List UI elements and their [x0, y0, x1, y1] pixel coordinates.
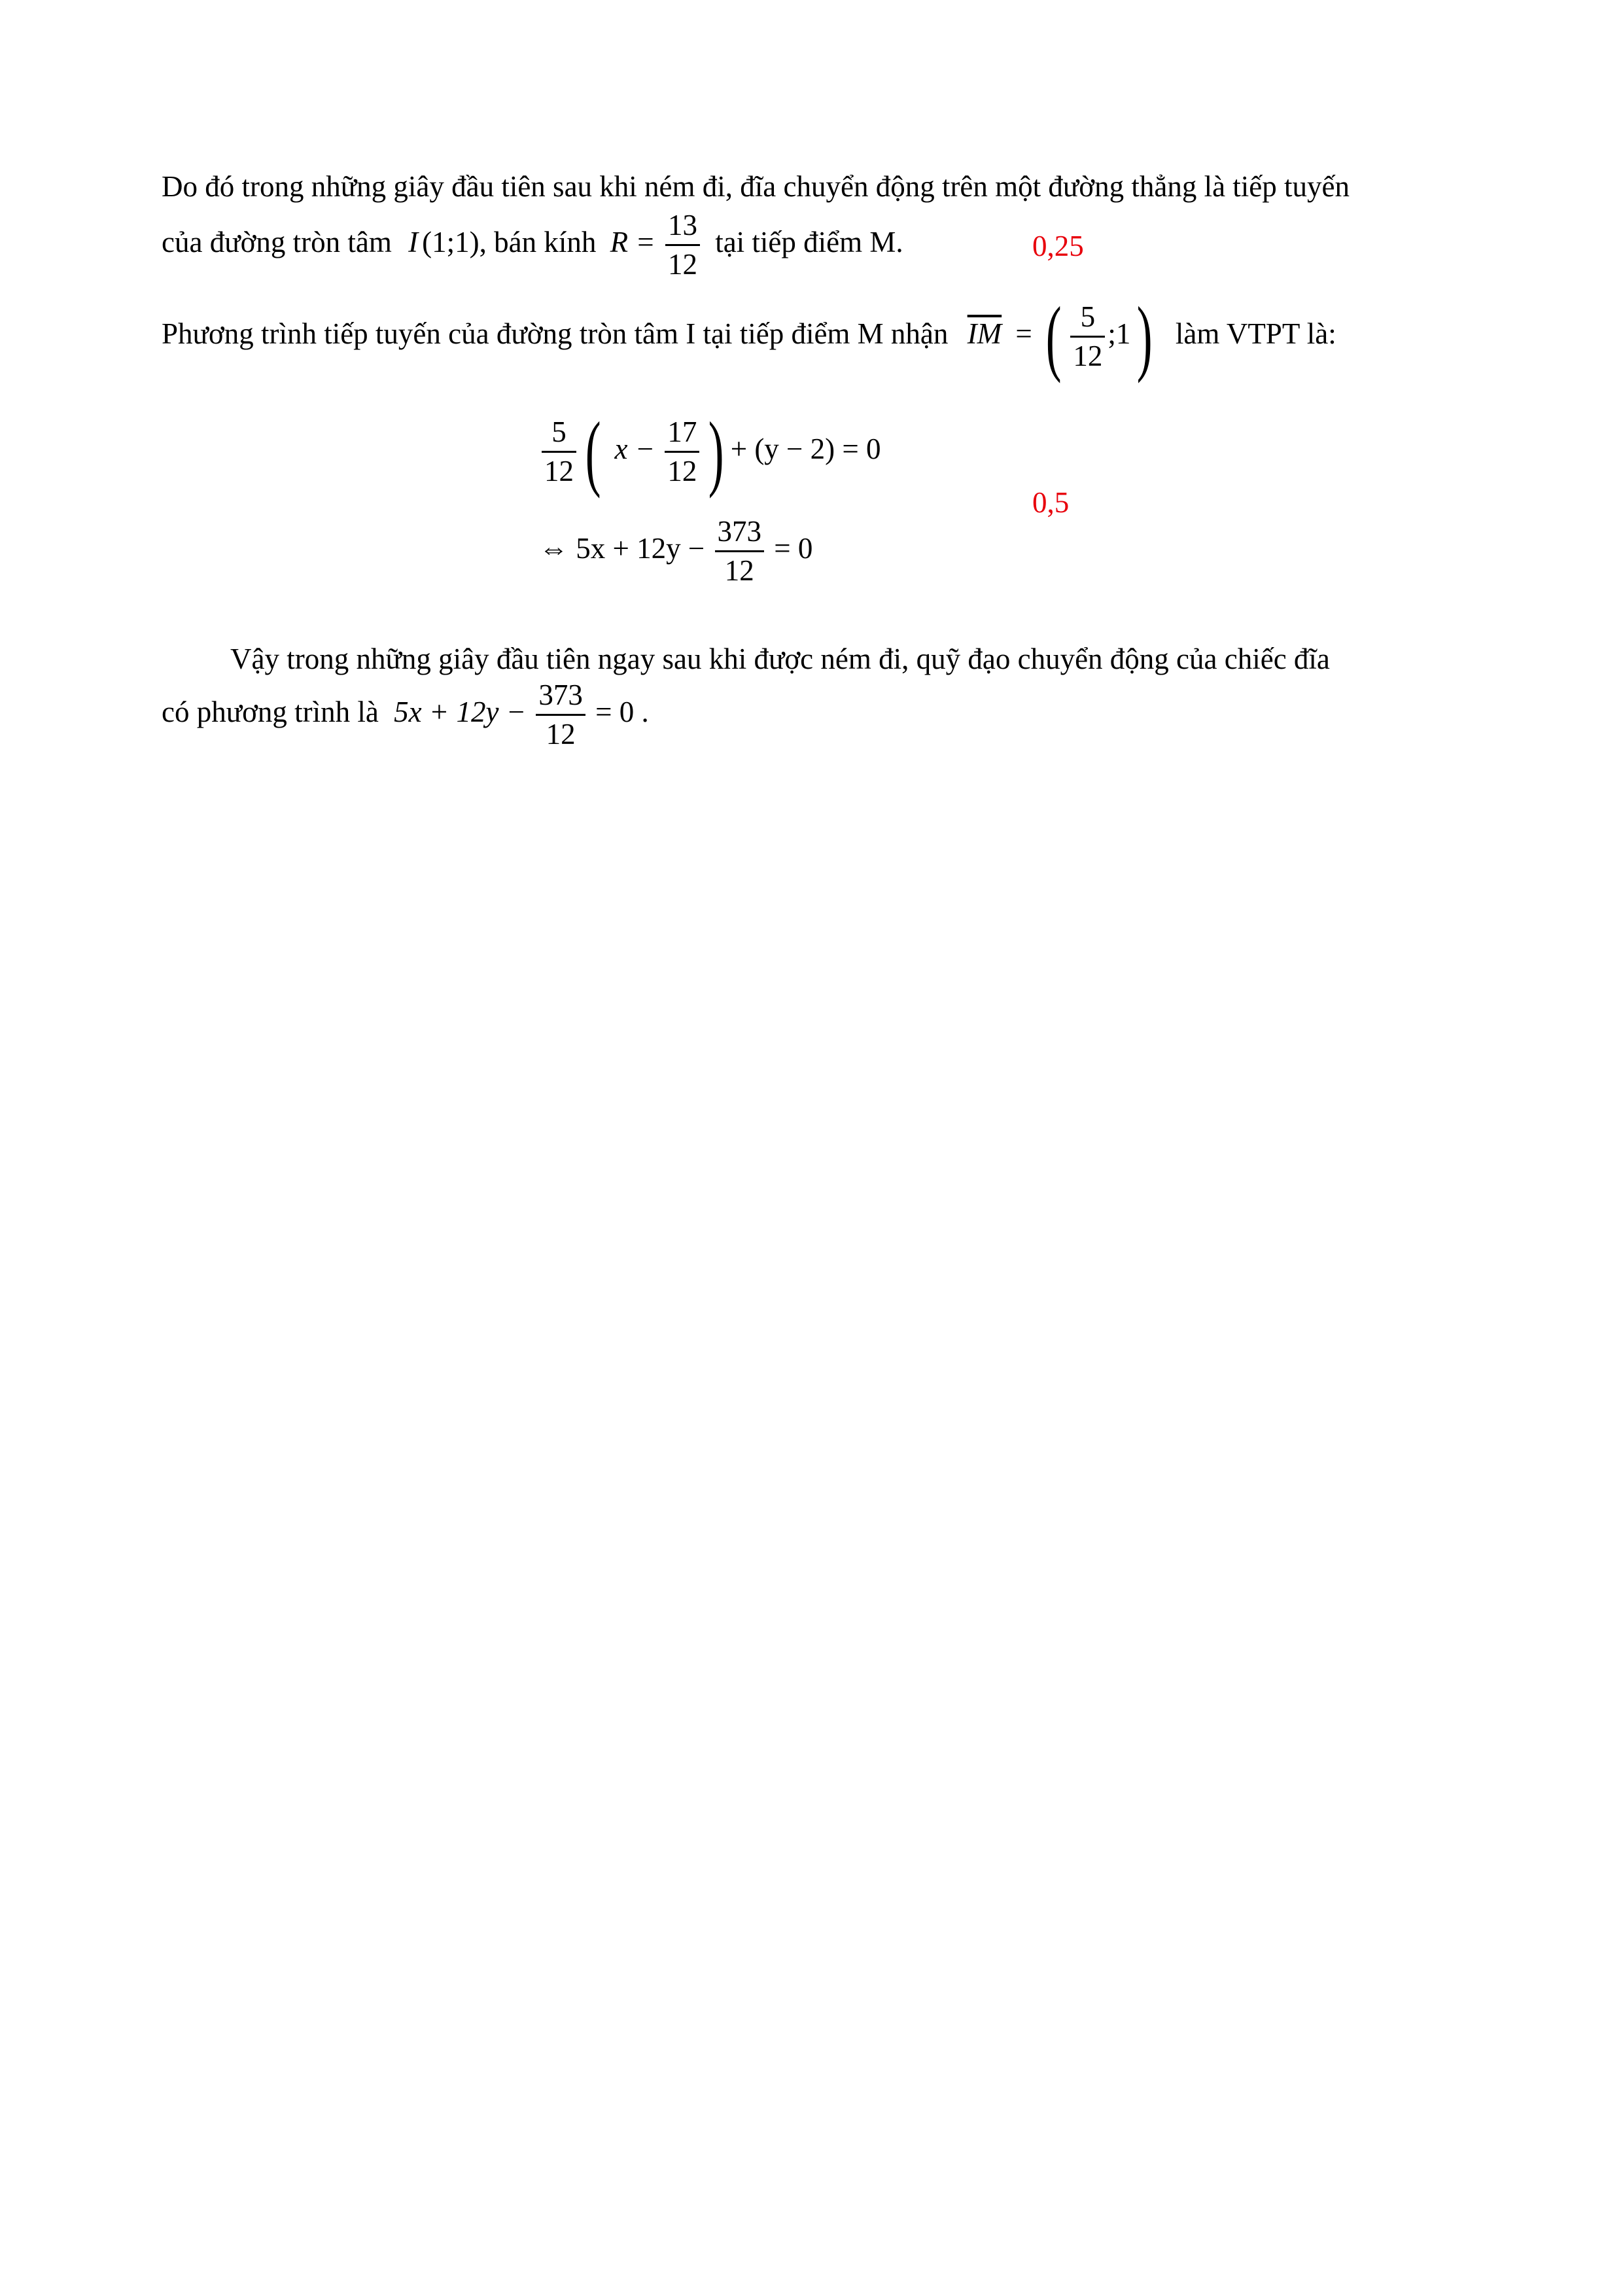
eq2-rhs: = 0	[774, 531, 813, 565]
conclusion-numerator: 373	[536, 680, 585, 716]
para1-line2-text-c: tại tiếp điểm M.	[715, 225, 903, 258]
equation-2	[539, 517, 812, 586]
radius-lhs: R =	[610, 225, 655, 258]
radius-fraction	[665, 211, 700, 279]
eq1-coef-numerator: 5	[542, 417, 576, 453]
eq1-inner-fraction	[665, 417, 699, 486]
vector-denominator: 12	[1073, 340, 1103, 372]
vector-rest: ;1	[1108, 317, 1131, 350]
para1-line2-text-a: của đường tròn tâm	[162, 225, 392, 258]
conclusion-line1: Vậy trong những giây đầu tiên ngay sau khi được ném đi, quỹ đạo chuyển động của chiếc đĩa	[230, 643, 1330, 675]
conclusion-eq-rhs: = 0 .	[595, 695, 649, 728]
para1-line2	[162, 211, 903, 279]
eq1-inner-numerator: 17	[665, 417, 699, 453]
para2-text-b: làm VTPT là:	[1175, 317, 1336, 350]
radius-denominator: 12	[667, 248, 697, 281]
eq1-x: x −	[614, 432, 655, 465]
conclusion-fraction	[536, 680, 585, 749]
para1-line1: Do đó trong những giây đầu tiên sau khi ném đi, đĩa chuyển động trên một đường thẳng là tiếp tuyến	[162, 170, 1350, 203]
vector-eq: =	[1015, 317, 1032, 350]
score-2: 0,5	[1032, 486, 1070, 519]
eq1-rest: + (y − 2) = 0	[730, 432, 881, 465]
para2-text-a: Phương trình tiếp tuyến của đường tròn tâm I tại tiếp điểm M nhận	[162, 317, 949, 350]
equation-1	[539, 404, 881, 499]
eq1-paren-open: (	[585, 404, 601, 499]
score-1: 0,25	[1032, 230, 1084, 262]
eq2-fraction	[715, 517, 765, 586]
eq1-coef-fraction	[542, 417, 576, 486]
eq1-coef-denominator: 12	[544, 455, 574, 487]
paren-close: )	[1137, 289, 1153, 384]
eq1-paren-close: )	[708, 404, 724, 499]
paren-open: (	[1045, 289, 1062, 384]
conclusion-text-a: có phương trình là	[162, 695, 379, 728]
eq2-denominator: 12	[724, 554, 754, 587]
conclusion-denominator: 12	[546, 718, 576, 751]
para2-line	[162, 289, 1336, 384]
eq2-lhs: ⇔ 5x + 12y −	[539, 531, 705, 565]
vector-im: $\overline{IM}$	[967, 317, 1002, 350]
vector-fraction	[1070, 302, 1105, 371]
eq2-numerator: 373	[715, 517, 765, 552]
para1-line2-text-b: , bán kính	[479, 225, 597, 258]
conclusion-eq-lhs: 5x + 12y −	[394, 695, 527, 728]
center-label: I	[408, 225, 419, 258]
conclusion-line2	[162, 680, 649, 749]
center-coords: (1;1)	[422, 225, 480, 258]
eq1-inner-denominator: 12	[667, 455, 697, 487]
radius-numerator: 13	[665, 211, 700, 246]
vector-numerator: 5	[1070, 302, 1105, 338]
